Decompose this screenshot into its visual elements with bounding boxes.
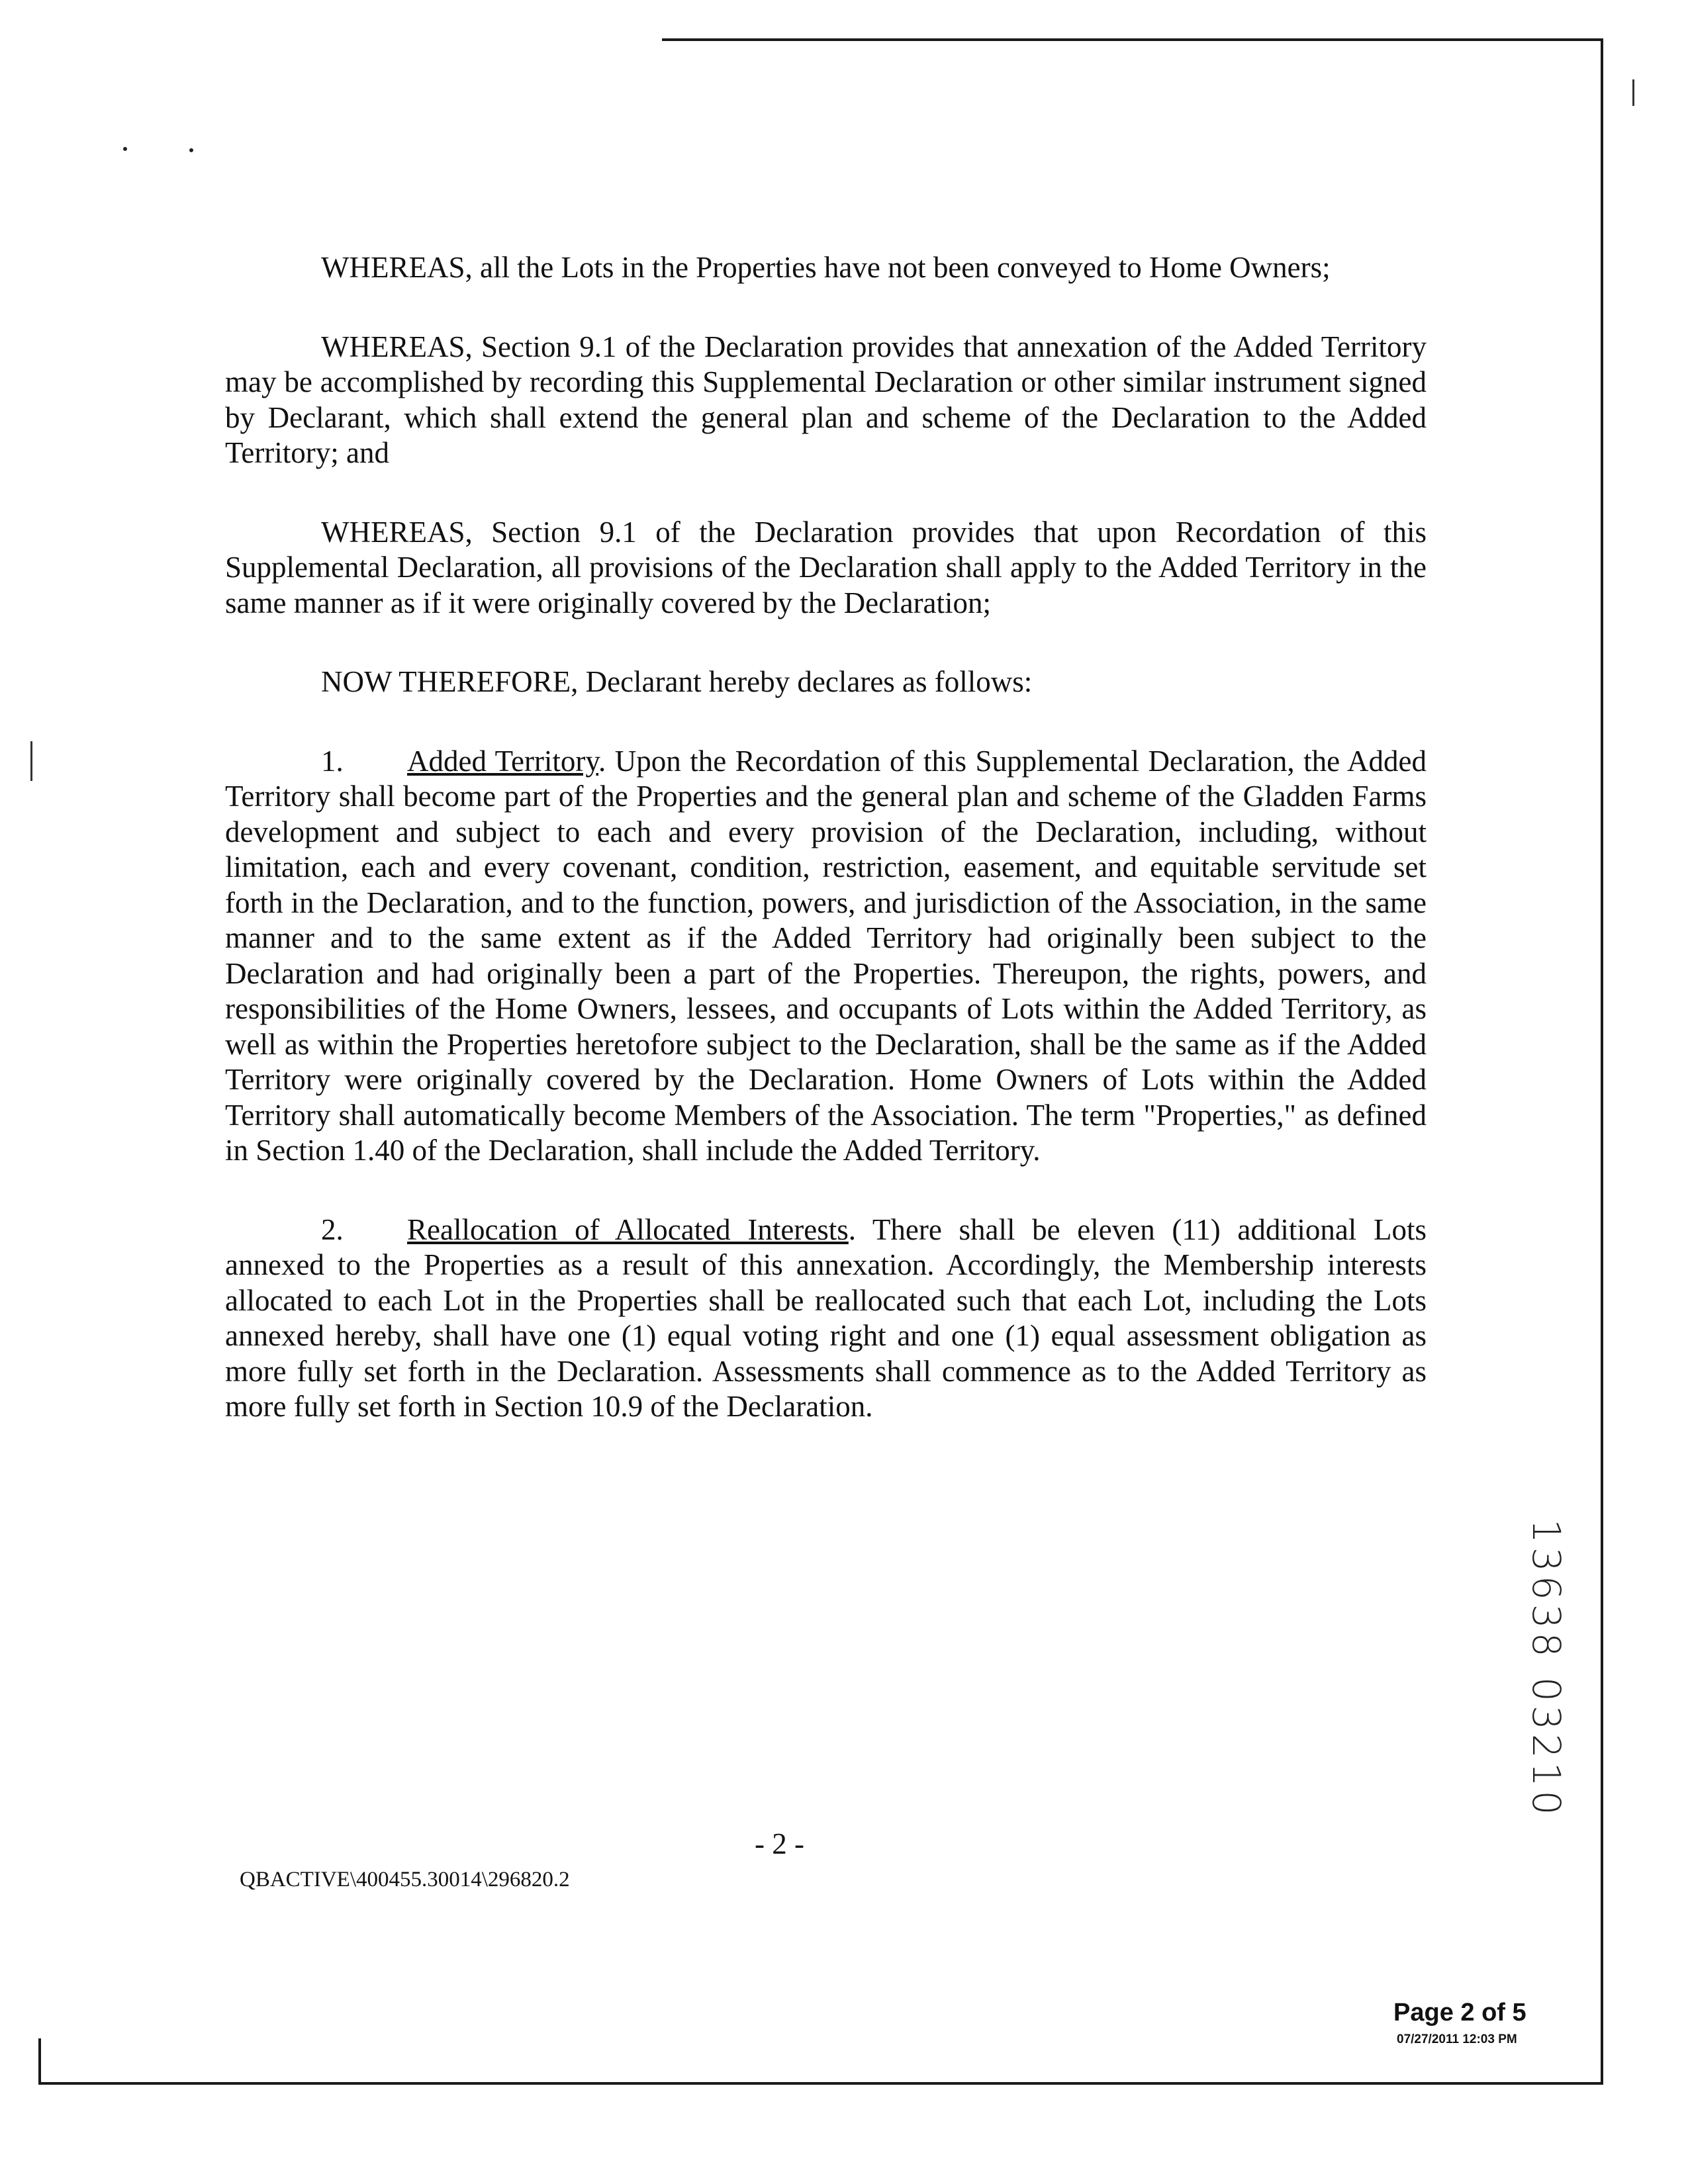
whereas-paragraph-1: WHEREAS, all the Lots in the Properties have not been conveyed to Home Owners; (321, 251, 1331, 284)
scan-speck (123, 147, 127, 151)
scan-border-top (662, 38, 1602, 41)
scan-mark (30, 741, 32, 781)
document-body (225, 250, 1427, 1469)
section-title: Added Territory (407, 744, 598, 778)
page-number: - 2 - (755, 1827, 804, 1860)
scan-border-left (38, 2038, 41, 2085)
whereas-paragraph-2: WHEREAS, Section 9.1 of the Declaration provides that annexation of the Added Territory may be accomplished by recording this Supplemental Declaration or other similar instrument signed by Declarant, which shall extend the general plan and scheme of the Declaration to the Added Territory; and (225, 330, 1427, 469)
section-title: Reallocation of Allocated Interests (407, 1212, 849, 1246)
recording-number: 13638 03210 (1524, 1519, 1569, 1819)
section-number: 1. (321, 744, 344, 778)
page-stamp: Page 2 of 5 (1393, 1999, 1526, 2026)
document-id: QBACTIVE\400455.30014\296820.2 (240, 1868, 570, 1891)
scan-border-right (1601, 38, 1603, 2083)
scan-border-bottom (40, 2082, 1603, 2085)
scan-speck (189, 148, 193, 152)
section-added-territory (225, 744, 1427, 1169)
section-text: . Upon the Recordation of this Supplemental Declaration, the Added Territory shall become part of the Properties and the general plan and scheme of the Gladden Farms development and subject to each and every provision of the Declaration, including, without limitation, each and every covenant, condition, restriction, easement, and equitable servitude set forth in the Declaration, and to the function, powers, and jurisdiction of the Association, in the same manner and to the same extent as if the Added Territory had originally been subject to the Declaration and had originally been a part of the Properties. Thereupon, the rights, powers, and responsibilities of the Home Owners, lessees, and occupants of Lots within the Added Territory, as well as within the Properties heretofore subject to the Declaration, shall be the same as if the Added Territory were originally covered by the Declaration. Home Owners of Lots within the Added Territory shall automatically become Members of the Association. The term "Properties," as defined in Section 1.40 of the Declaration, shall include the Added Territory. (225, 744, 1427, 1167)
timestamp: 07/27/2011 12:03 PM (1397, 2032, 1517, 2046)
section-reallocation (225, 1212, 1427, 1425)
whereas-paragraph-3: WHEREAS, Section 9.1 of the Declaration provides that upon Recordation of this Supplemental Declaration, all provisions of the Declaration shall apply to the Added Territory in the same manner as if it were originally covered by the Declaration; (225, 515, 1427, 619)
now-therefore-paragraph: NOW THEREFORE, Declarant hereby declares as follows: (321, 665, 1033, 698)
section-text: . There shall be eleven (11) additional Lots annexed to the Properties as a result of this annexation. Accordingly, the Membership interests allocated to each Lot in the Properties shall be reallocated such that each Lot, including the Lots annexed hereby, shall have one (1) equal voting right and one (1) equal assessment obligation as more fully set forth in the Declaration. Assessments shall commence as to the Added Territory as more fully set forth in Section 10.9 of the Declaration. (225, 1212, 1427, 1423)
section-number: 2. (321, 1212, 344, 1246)
scan-mark (1632, 79, 1634, 106)
